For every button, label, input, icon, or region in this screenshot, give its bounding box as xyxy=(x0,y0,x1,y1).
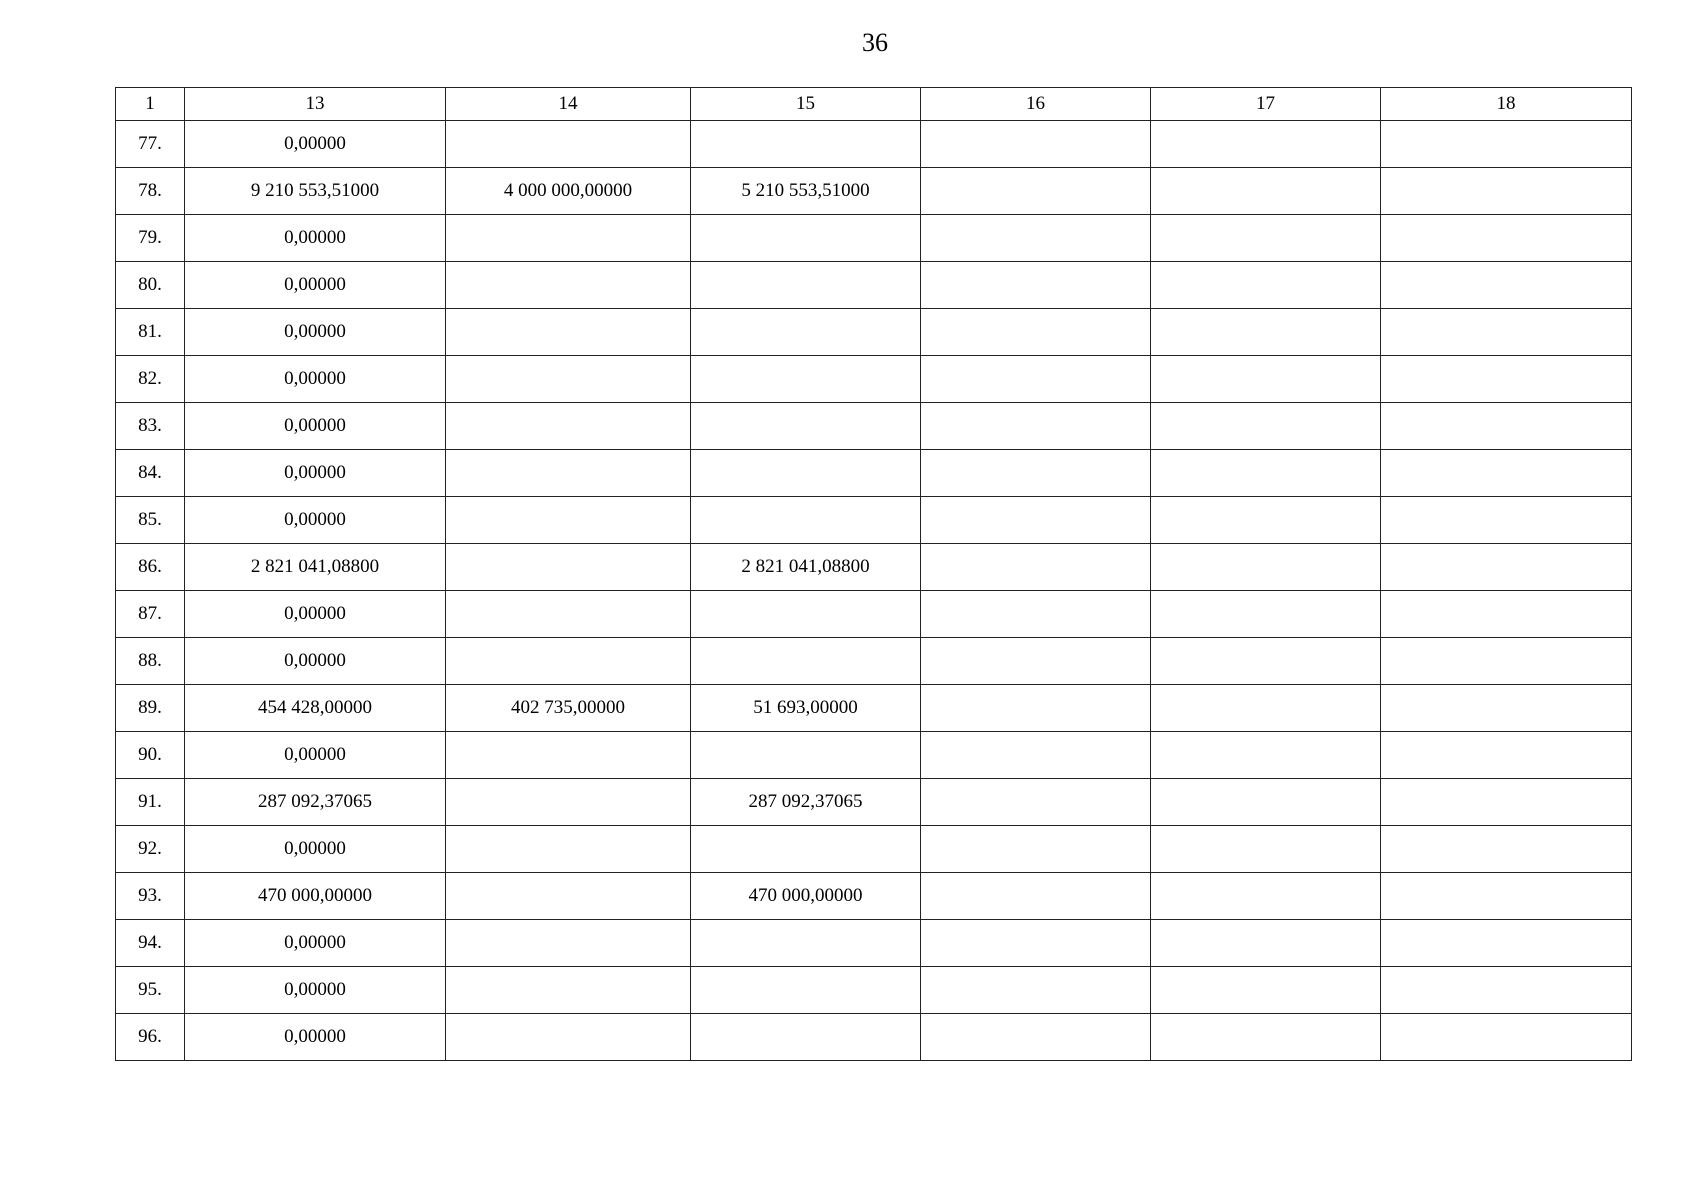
table-cell-col-16 xyxy=(921,1014,1151,1061)
table-cell-col-15: 470 000,00000 xyxy=(691,873,921,920)
table-cell-col-15 xyxy=(691,403,921,450)
row-number-cell: 84. xyxy=(116,450,185,497)
table-cell-col-18 xyxy=(1381,685,1632,732)
table-cell-col-15: 5 210 553,51000 xyxy=(691,168,921,215)
table-cell-col-18 xyxy=(1381,1014,1632,1061)
table-cell-col-16 xyxy=(921,685,1151,732)
table-cell-col-17 xyxy=(1151,309,1381,356)
table-cell-col-13: 0,00000 xyxy=(185,967,446,1014)
table-cell-col-18 xyxy=(1381,450,1632,497)
table-cell-col-18 xyxy=(1381,168,1632,215)
table-cell-col-15 xyxy=(691,497,921,544)
table-row xyxy=(116,168,1632,215)
row-number-cell: 87. xyxy=(116,591,185,638)
table-cell-col-14 xyxy=(446,121,691,168)
table-cell-col-18 xyxy=(1381,544,1632,591)
table-cell-col-13: 470 000,00000 xyxy=(185,873,446,920)
table-cell-col-18 xyxy=(1381,638,1632,685)
table-cell-col-14 xyxy=(446,779,691,826)
table-cell-col-16 xyxy=(921,121,1151,168)
table-cell-col-15 xyxy=(691,638,921,685)
table-cell-col-16 xyxy=(921,873,1151,920)
table-cell-col-13: 0,00000 xyxy=(185,920,446,967)
row-number-cell: 85. xyxy=(116,497,185,544)
row-number-cell: 81. xyxy=(116,309,185,356)
table-row xyxy=(116,779,1632,826)
table-cell-col-15: 51 693,00000 xyxy=(691,685,921,732)
table-cell-col-18 xyxy=(1381,826,1632,873)
table-cell-col-13: 2 821 041,08800 xyxy=(185,544,446,591)
table-cell-col-18 xyxy=(1381,920,1632,967)
table-cell-col-18 xyxy=(1381,967,1632,1014)
table-cell-col-17 xyxy=(1151,262,1381,309)
table-cell-col-17 xyxy=(1151,638,1381,685)
table-cell-col-16 xyxy=(921,168,1151,215)
table-cell-col-17 xyxy=(1151,403,1381,450)
table-cell-col-18 xyxy=(1381,403,1632,450)
column-header-13: 13 xyxy=(185,88,446,121)
table-cell-col-13: 0,00000 xyxy=(185,732,446,779)
table-row xyxy=(116,685,1632,732)
table-cell-col-17 xyxy=(1151,967,1381,1014)
table-cell-col-13: 0,00000 xyxy=(185,121,446,168)
row-number-cell: 89. xyxy=(116,685,185,732)
table-cell-col-18 xyxy=(1381,121,1632,168)
table-row xyxy=(116,967,1632,1014)
row-number-cell: 88. xyxy=(116,638,185,685)
table-cell-col-15 xyxy=(691,262,921,309)
page-number: 36 xyxy=(862,28,888,57)
table-cell-col-14: 402 735,00000 xyxy=(446,685,691,732)
table-cell-col-15 xyxy=(691,732,921,779)
table-cell-col-14 xyxy=(446,497,691,544)
table-cell-col-18 xyxy=(1381,779,1632,826)
table-cell-col-17 xyxy=(1151,215,1381,262)
table-cell-col-17 xyxy=(1151,544,1381,591)
table-cell-col-17 xyxy=(1151,1014,1381,1061)
table-cell-col-17 xyxy=(1151,732,1381,779)
table-cell-col-13: 0,00000 xyxy=(185,497,446,544)
table-cell-col-16 xyxy=(921,967,1151,1014)
table-row xyxy=(116,638,1632,685)
row-number-cell: 83. xyxy=(116,403,185,450)
table-cell-col-16 xyxy=(921,215,1151,262)
column-header-16: 16 xyxy=(921,88,1151,121)
table-cell-col-15 xyxy=(691,920,921,967)
table-cell-col-16 xyxy=(921,262,1151,309)
table-cell-col-16 xyxy=(921,309,1151,356)
table-cell-col-15 xyxy=(691,450,921,497)
column-header-17: 17 xyxy=(1151,88,1381,121)
row-number-cell: 86. xyxy=(116,544,185,591)
table-row xyxy=(116,121,1632,168)
table-row xyxy=(116,544,1632,591)
table-cell-col-17 xyxy=(1151,591,1381,638)
table-cell-col-13: 0,00000 xyxy=(185,309,446,356)
table-cell-col-14 xyxy=(446,873,691,920)
table-row xyxy=(116,262,1632,309)
table-cell-col-18 xyxy=(1381,309,1632,356)
table-row xyxy=(116,873,1632,920)
table-row xyxy=(116,450,1632,497)
table-cell-col-14 xyxy=(446,826,691,873)
column-header-14: 14 xyxy=(446,88,691,121)
table-header-row xyxy=(116,88,1632,121)
table-cell-col-15 xyxy=(691,967,921,1014)
table-cell-col-13: 0,00000 xyxy=(185,450,446,497)
table-cell-col-14 xyxy=(446,920,691,967)
table-cell-col-14 xyxy=(446,638,691,685)
table-cell-col-14 xyxy=(446,215,691,262)
row-number-cell: 80. xyxy=(116,262,185,309)
table-cell-col-14 xyxy=(446,967,691,1014)
table-cell-col-15 xyxy=(691,215,921,262)
row-number-cell: 82. xyxy=(116,356,185,403)
table-cell-col-13: 0,00000 xyxy=(185,826,446,873)
table-cell-col-17 xyxy=(1151,779,1381,826)
table-cell-col-16 xyxy=(921,920,1151,967)
table-cell-col-17 xyxy=(1151,168,1381,215)
table-cell-col-17 xyxy=(1151,450,1381,497)
table-row xyxy=(116,1014,1632,1061)
table-cell-col-14 xyxy=(446,544,691,591)
row-number-cell: 92. xyxy=(116,826,185,873)
table-cell-col-14 xyxy=(446,262,691,309)
table-cell-col-16 xyxy=(921,544,1151,591)
table-cell-col-14 xyxy=(446,591,691,638)
table-cell-col-13: 0,00000 xyxy=(185,215,446,262)
table-cell-col-18 xyxy=(1381,732,1632,779)
table-cell-col-18 xyxy=(1381,215,1632,262)
table-row xyxy=(116,497,1632,544)
table-cell-col-13: 0,00000 xyxy=(185,591,446,638)
table-cell-col-13: 454 428,00000 xyxy=(185,685,446,732)
table-cell-col-17 xyxy=(1151,121,1381,168)
table-cell-col-15 xyxy=(691,591,921,638)
table-cell-col-15 xyxy=(691,309,921,356)
table-row xyxy=(116,826,1632,873)
table-row xyxy=(116,356,1632,403)
table-row xyxy=(116,309,1632,356)
table-cell-col-15: 287 092,37065 xyxy=(691,779,921,826)
table-cell-col-17 xyxy=(1151,497,1381,544)
table-cell-col-16 xyxy=(921,779,1151,826)
table-cell-col-16 xyxy=(921,450,1151,497)
column-header-18: 18 xyxy=(1381,88,1632,121)
table-row xyxy=(116,920,1632,967)
table-cell-col-13: 9 210 553,51000 xyxy=(185,168,446,215)
table-cell-col-14 xyxy=(446,1014,691,1061)
table-cell-col-16 xyxy=(921,591,1151,638)
row-number-cell: 95. xyxy=(116,967,185,1014)
table-cell-col-13: 0,00000 xyxy=(185,403,446,450)
table-cell-col-18 xyxy=(1381,591,1632,638)
table-cell-col-17 xyxy=(1151,920,1381,967)
table-cell-col-15 xyxy=(691,826,921,873)
table-cell-col-15 xyxy=(691,356,921,403)
row-number-cell: 94. xyxy=(116,920,185,967)
table-cell-col-15 xyxy=(691,1014,921,1061)
table-cell-col-14 xyxy=(446,403,691,450)
table-cell-col-16 xyxy=(921,403,1151,450)
table-cell-col-18 xyxy=(1381,262,1632,309)
column-header-1: 1 xyxy=(116,88,185,121)
column-header-15: 15 xyxy=(691,88,921,121)
table-cell-col-18 xyxy=(1381,497,1632,544)
row-number-cell: 93. xyxy=(116,873,185,920)
table-cell-col-18 xyxy=(1381,873,1632,920)
table-cell-col-14 xyxy=(446,450,691,497)
table-cell-col-15 xyxy=(691,121,921,168)
table-row xyxy=(116,732,1632,779)
table-cell-col-13: 0,00000 xyxy=(185,638,446,685)
row-number-cell: 78. xyxy=(116,168,185,215)
table-cell-col-16 xyxy=(921,638,1151,685)
table-cell-col-14 xyxy=(446,356,691,403)
table-cell-col-14 xyxy=(446,309,691,356)
table-cell-col-17 xyxy=(1151,685,1381,732)
table-cell-col-15: 2 821 041,08800 xyxy=(691,544,921,591)
table-cell-col-18 xyxy=(1381,356,1632,403)
row-number-cell: 79. xyxy=(116,215,185,262)
table-cell-col-17 xyxy=(1151,873,1381,920)
row-number-cell: 90. xyxy=(116,732,185,779)
table-cell-col-14 xyxy=(446,732,691,779)
table-row xyxy=(116,591,1632,638)
data-table xyxy=(115,87,1632,1061)
table-cell-col-14: 4 000 000,00000 xyxy=(446,168,691,215)
table-cell-col-13: 287 092,37065 xyxy=(185,779,446,826)
row-number-cell: 96. xyxy=(116,1014,185,1061)
row-number-cell: 91. xyxy=(116,779,185,826)
table-cell-col-13: 0,00000 xyxy=(185,262,446,309)
table-body xyxy=(116,121,1632,1061)
table-cell-col-13: 0,00000 xyxy=(185,356,446,403)
table-cell-col-16 xyxy=(921,497,1151,544)
table-row xyxy=(116,403,1632,450)
table-cell-col-16 xyxy=(921,732,1151,779)
table-cell-col-17 xyxy=(1151,826,1381,873)
table-cell-col-16 xyxy=(921,826,1151,873)
table-cell-col-17 xyxy=(1151,356,1381,403)
table-row xyxy=(116,215,1632,262)
row-number-cell: 77. xyxy=(116,121,185,168)
table-cell-col-16 xyxy=(921,356,1151,403)
table-cell-col-13: 0,00000 xyxy=(185,1014,446,1061)
